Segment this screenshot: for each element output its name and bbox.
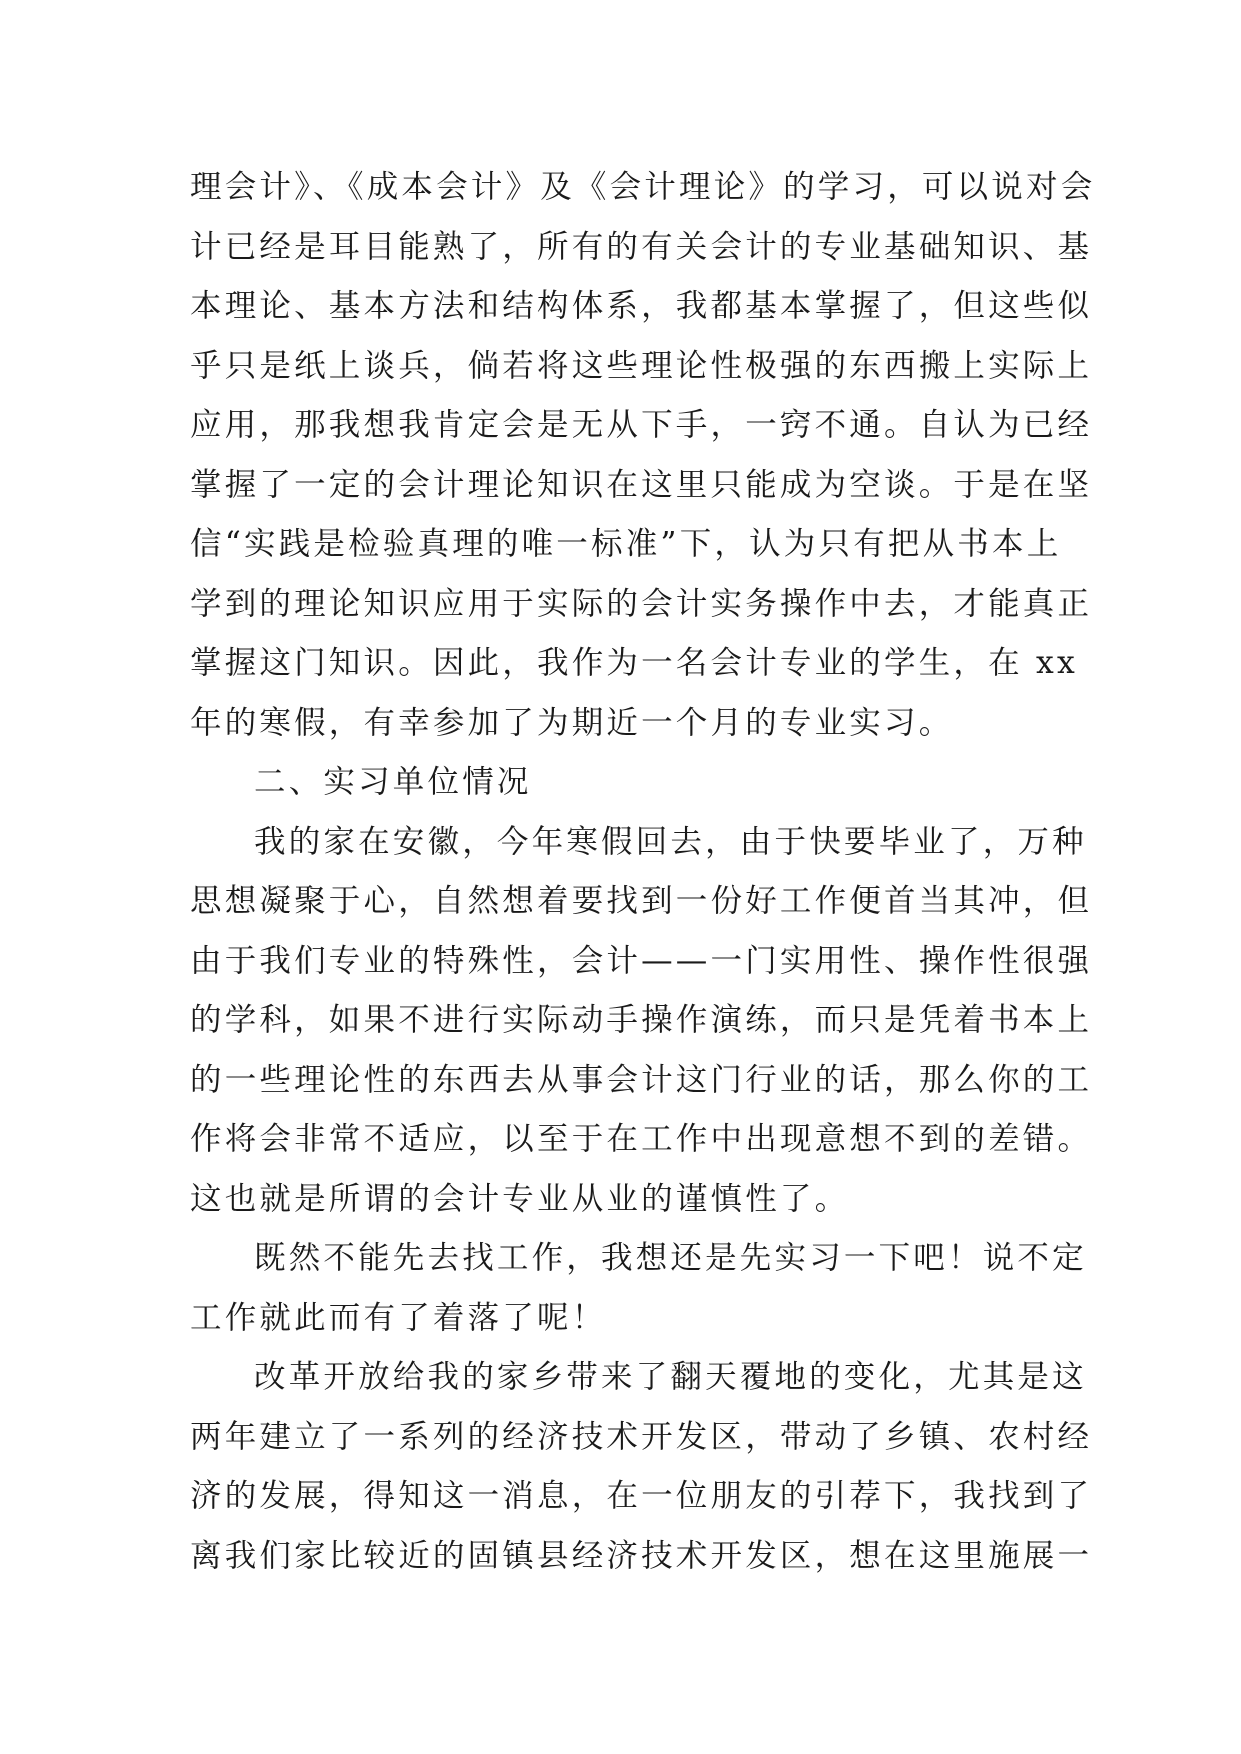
text-line: 掌握了一定的会计理论知识在这里只能成为空谈。于是在坚 [190, 466, 1093, 503]
text-line: 济的发展，得知这一消息，在一位朋友的引荐下，我找到了 [190, 1478, 1093, 1514]
document-body [190, 158, 1096, 1586]
text-line: 的学科，如果不进行实际动手操作演练，而只是凭着书本上 [190, 1002, 1093, 1038]
text-line: 年的寒假，有幸参加了为期近一个月的专业实习。 [190, 704, 954, 741]
text-line: 这也就是所谓的会计专业从业的谨慎性了。 [190, 1180, 850, 1217]
text-line: 由于我们专业的特殊性，会计——一门实用性、操作性很强 [190, 942, 1093, 979]
text-line: 本理论、基本方法和结构体系，我都基本掌握了，但这些似 [190, 288, 1093, 324]
text-line: 工作就此而有了着落了呢！ [190, 1299, 607, 1336]
text-line: 思想凝聚于心，自然想着要找到一份好工作便首当其冲，但 [190, 883, 1093, 919]
text-line: 计已经是耳目能熟了，所有的有关会计的专业基础知识、基 [190, 228, 1093, 265]
text-line: 的一些理论性的东西去从事会计这门行业的话，那么你的工 [190, 1061, 1093, 1098]
text-line: 两年建立了一系列的经济技术开发区，带动了乡镇、农村经 [190, 1418, 1093, 1455]
text-line: 掌握这门知识。因此，我作为一名会计专业的学生，在 xx [190, 645, 1078, 681]
text-line: 应用，那我想我肯定会是无从下手，一窍不通。自认为已经 [190, 407, 1093, 443]
text-line: 既然不能先去找工作，我想还是先实习一下吧！说不定 [254, 1240, 1087, 1276]
text-line: 理会计》、《成本会计》及《会计理论》的学习，可以说对会 [190, 169, 1096, 205]
text-line: 离我们家比较近的固镇县经济技术开发区，想在这里施展一 [190, 1537, 1093, 1574]
text-line: 作将会非常不适应，以至于在工作中出现意想不到的差错。 [190, 1121, 1093, 1157]
text-line: 改革开放给我的家乡带来了翻天覆地的变化，尤其是这 [254, 1359, 1087, 1395]
text-line: 二、实习单位情况 [254, 764, 532, 800]
text-line: 我的家在安徽，今年寒假回去，由于快要毕业了，万种 [254, 823, 1087, 860]
text-line: 信“实践是检验真理的唯一标准”下，认为只有把从书本上 [190, 526, 1062, 562]
text-line: 学到的理论知识应用于实际的会计实务操作中去，才能真正 [190, 585, 1093, 622]
text-line: 乎只是纸上谈兵，倘若将这些理论性极强的东西搬上实际上 [190, 347, 1093, 384]
